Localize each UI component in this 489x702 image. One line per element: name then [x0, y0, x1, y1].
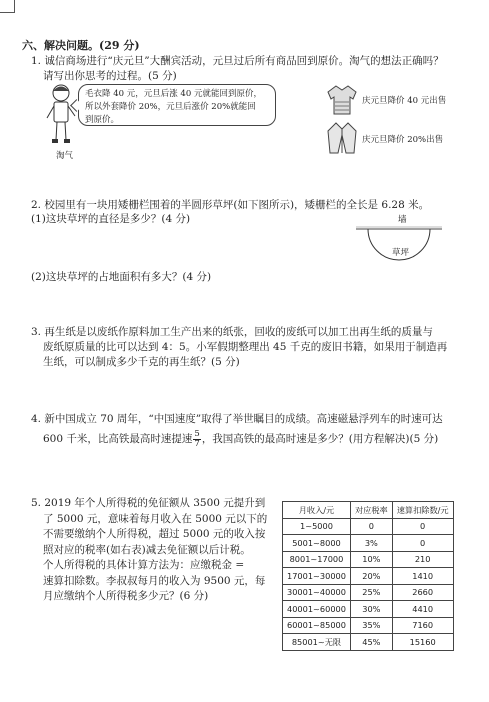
table-row: [283, 601, 454, 618]
table-row: [283, 634, 454, 651]
section-title: 六、解决问题。(29 分): [22, 39, 140, 52]
speech-line: 到原价。: [85, 115, 120, 126]
table-row: [283, 518, 454, 535]
q2-line1: 2. 校园里有一块用矮栅栏围着的半圆形草坪(如下图所示)，矮栅栏的全长是 6.28 米。: [31, 199, 430, 211]
column-header: 对应税率: [350, 502, 392, 519]
table-cell: 0: [350, 518, 392, 535]
lawn-label: 草坪: [392, 248, 410, 258]
table-row: [283, 535, 454, 552]
fraction-numerator: 5: [194, 429, 200, 439]
q3-line1: 3. 再生纸是以废纸作原料加工生产出来的纸张，回收的废纸可以加工出再生纸的质量与: [31, 326, 433, 338]
speech-line: 毛衣降 40 元，元旦后涨 40 元就能回到原价，: [85, 89, 262, 99]
table-cell: 60001~85000: [283, 617, 351, 634]
table-row: [283, 584, 454, 601]
table-cell: 30001~40000: [283, 584, 351, 601]
table-cell: 25%: [350, 584, 392, 601]
speech-line: 所以外套降价 20%，元旦后涨价 20%就能回: [85, 102, 256, 113]
table-row: [283, 551, 454, 568]
table-cell: 10%: [350, 551, 392, 568]
child-figure-icon: [44, 82, 78, 154]
q5-line: 照对应的税率(如右表)减去免征额以后计税。: [43, 543, 251, 556]
q5-line: 不需要缴纳个人所得税，超过 5000 元的收入按: [43, 528, 266, 540]
table-cell: 7160: [392, 617, 453, 634]
table-cell: 0: [392, 518, 453, 535]
column-header: 月收入/元: [283, 502, 351, 519]
column-header: 速算扣除数/元: [392, 502, 453, 519]
fraction: [193, 430, 200, 448]
q3-line2: 废纸原质量的比可以达到 4：5。小军假期整理出 45 千克的废旧书籍，如果用于制造再: [43, 341, 448, 353]
table-cell: 85001~无限: [283, 634, 351, 651]
table-row: [283, 617, 454, 634]
table-cell: 45%: [350, 634, 392, 651]
speech-bubble: [78, 84, 276, 126]
q1-line2: 请写出你思考的过程。(5 分): [43, 70, 177, 82]
table-cell: 210: [392, 551, 453, 568]
sweater-icon: [327, 84, 357, 116]
q5-line: 速算扣除数。李叔叔每月的收入为 9500 元，每: [43, 574, 266, 587]
table-cell: 4410: [392, 601, 453, 618]
q4-line2: [43, 430, 438, 448]
table-cell: 30%: [350, 601, 392, 618]
q4-line2-a: 600 千米，比高铁最高时速提速: [43, 433, 193, 445]
q1-line1: 1. 诚信商场进行“庆元旦”大酬宾活动，元旦过后所有商品回到原价。淘气的想法正确吗？: [31, 55, 444, 67]
q5-line: 了 5000 元，意味着每月收入在 5000 元以下的: [43, 512, 268, 525]
table-cell: 20%: [350, 568, 392, 585]
table-cell: 2660: [392, 584, 453, 601]
table-cell: 1410: [392, 568, 453, 585]
q2-sub1: (1)这块草坪的直径是多少？(4 分): [31, 213, 191, 225]
wall-label: 墙: [398, 215, 407, 225]
table-cell: 5001~8000: [283, 535, 351, 552]
table-cell: 35%: [350, 617, 392, 634]
q3-line3: 生纸，可以制成多少千克的再生纸？(5 分): [43, 356, 240, 368]
table-cell: 40001~60000: [283, 601, 351, 618]
table-row: [283, 568, 454, 585]
table-cell: 15160: [392, 634, 453, 651]
q5-line: 5. 2019 年个人所得税的免征额从 3500 元提升到: [31, 497, 266, 509]
q5-text: [31, 496, 267, 605]
q5-line: 个人所得税的具体计算方法为：应缴税金 =: [43, 559, 245, 571]
q2-sub2: (2)这块草坪的占地面积有多大？(4 分): [31, 271, 212, 283]
coat-label: 庆元旦降价 20%出售: [362, 135, 444, 145]
corner-mark: [0, 0, 15, 13]
table-cell: 3%: [350, 535, 392, 552]
child-name: 淘气: [56, 151, 74, 161]
q4-line2-b: ，我国高铁的最高时速是多少？(用方程解决)(5 分): [201, 433, 439, 445]
q4-line1: 4. 新中国成立 70 周年，“中国速度”取得了举世瞩目的成绩。高速磁悬浮列车的时速可达: [31, 413, 443, 425]
table-cell: 8001~17000: [283, 551, 351, 568]
coat-icon: [327, 121, 357, 155]
tax-rate-table: [282, 501, 454, 651]
table-cell: 17001~30000: [283, 568, 351, 585]
sweater-label: 庆元旦降价 40 元出售: [362, 96, 447, 106]
table-header-row: [283, 502, 454, 519]
table-cell: 1~5000: [283, 518, 351, 535]
table-cell: 0: [392, 535, 453, 552]
q5-line: 月应缴纳个人所得税多少元？(6 分): [43, 590, 209, 602]
fraction-denominator: 7: [194, 438, 200, 449]
